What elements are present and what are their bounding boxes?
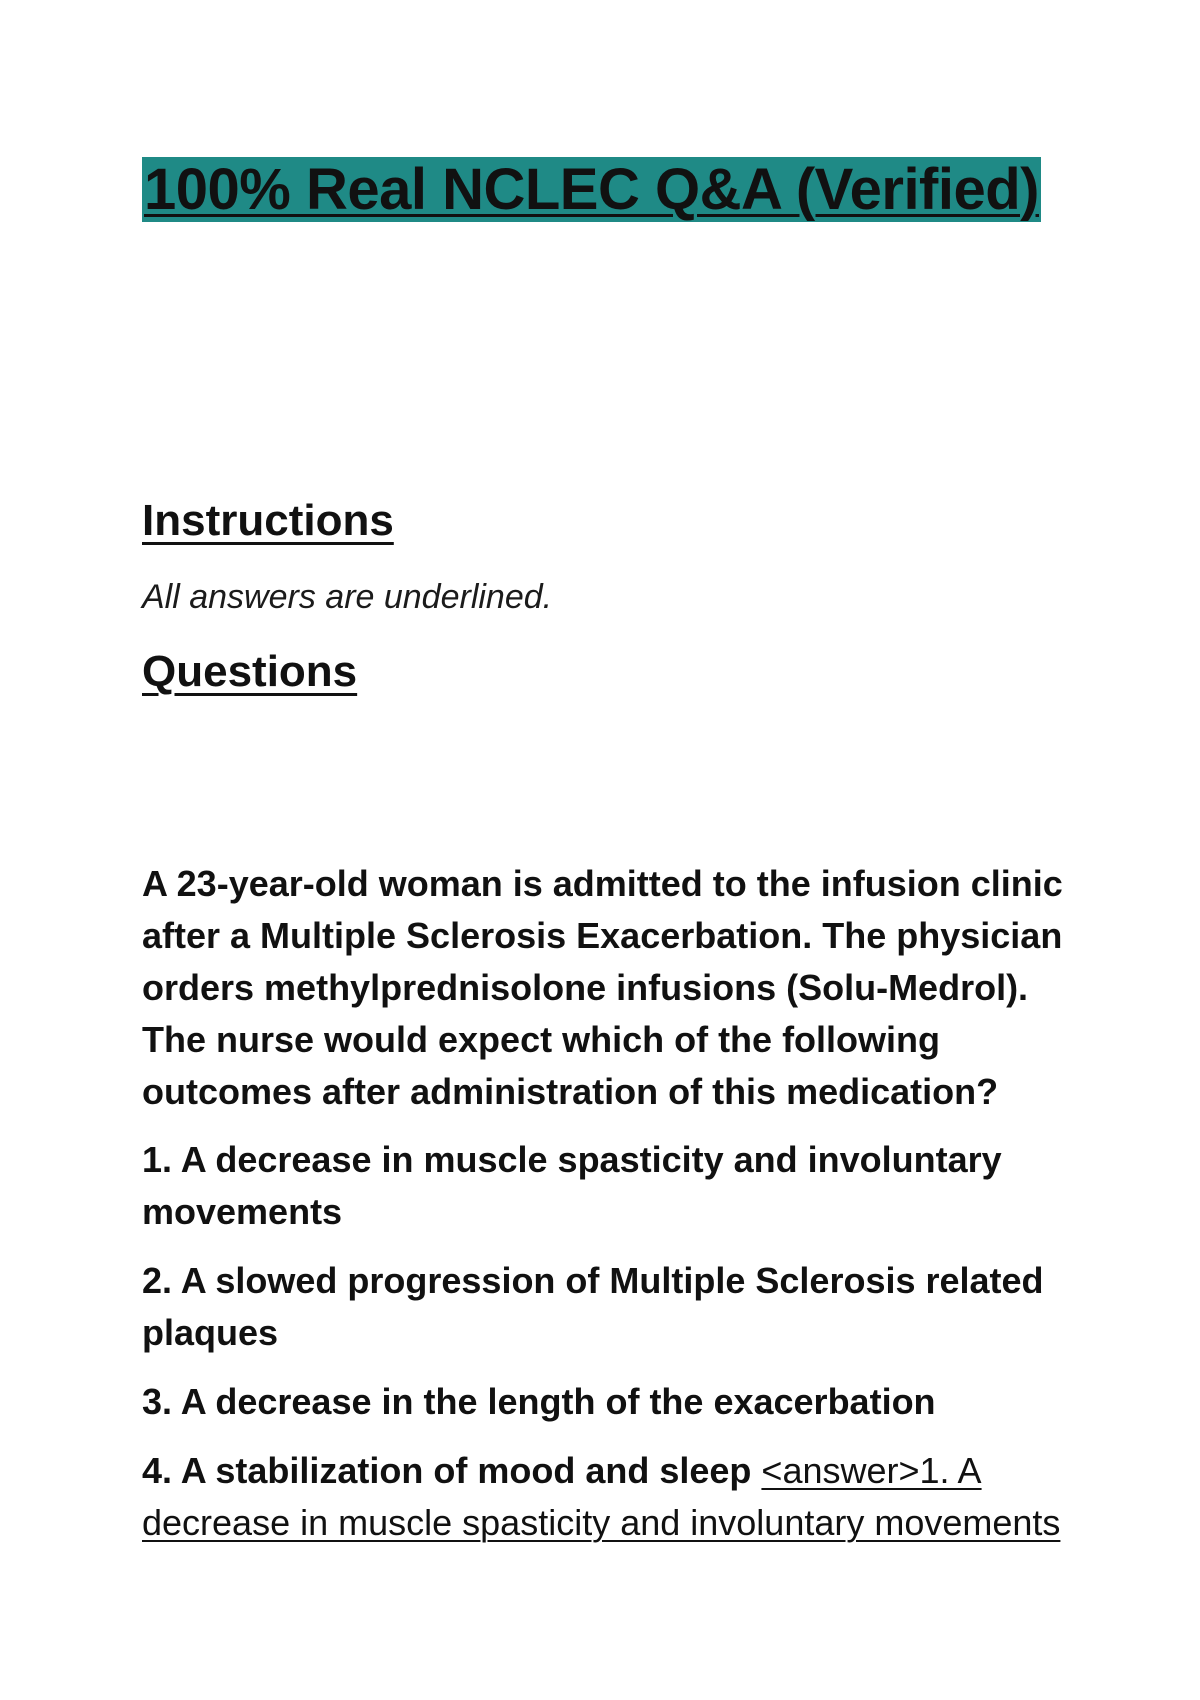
document-title-text: 100% Real NCLEC Q&A (Verified) — [144, 157, 1039, 222]
document-title — [142, 155, 1041, 225]
answer-option-4: 4. A stabilization of mood and sleep — [142, 1450, 752, 1491]
answer-option-4-with-answer — [142, 1445, 1072, 1549]
instructions-heading: Instructions — [142, 496, 394, 545]
questions-heading: Questions — [142, 647, 358, 696]
answer-option-1: 1. A decrease in muscle spasticity and involuntary movements — [142, 1139, 1002, 1232]
instructions-text: All answers are underlined. — [142, 578, 553, 616]
answer-option-3: 3. A decrease in the length of the exacerbation — [142, 1381, 936, 1422]
question-text: A 23-year-old woman is admitted to the infusion clinic after a Multiple Sclerosis Exacerbation. The physician orders methylprednisolone infusions (Solu-Medrol). The nurse would expect which of the following outcomes after administration of this medication? — [142, 863, 1063, 1112]
answer-option-2: 2. A slowed progression of Multiple Sclerosis related plaques — [142, 1260, 1044, 1353]
underlined-answer: <answer>1. A decrease in muscle spasticity and involuntary movements — [142, 1450, 1061, 1543]
